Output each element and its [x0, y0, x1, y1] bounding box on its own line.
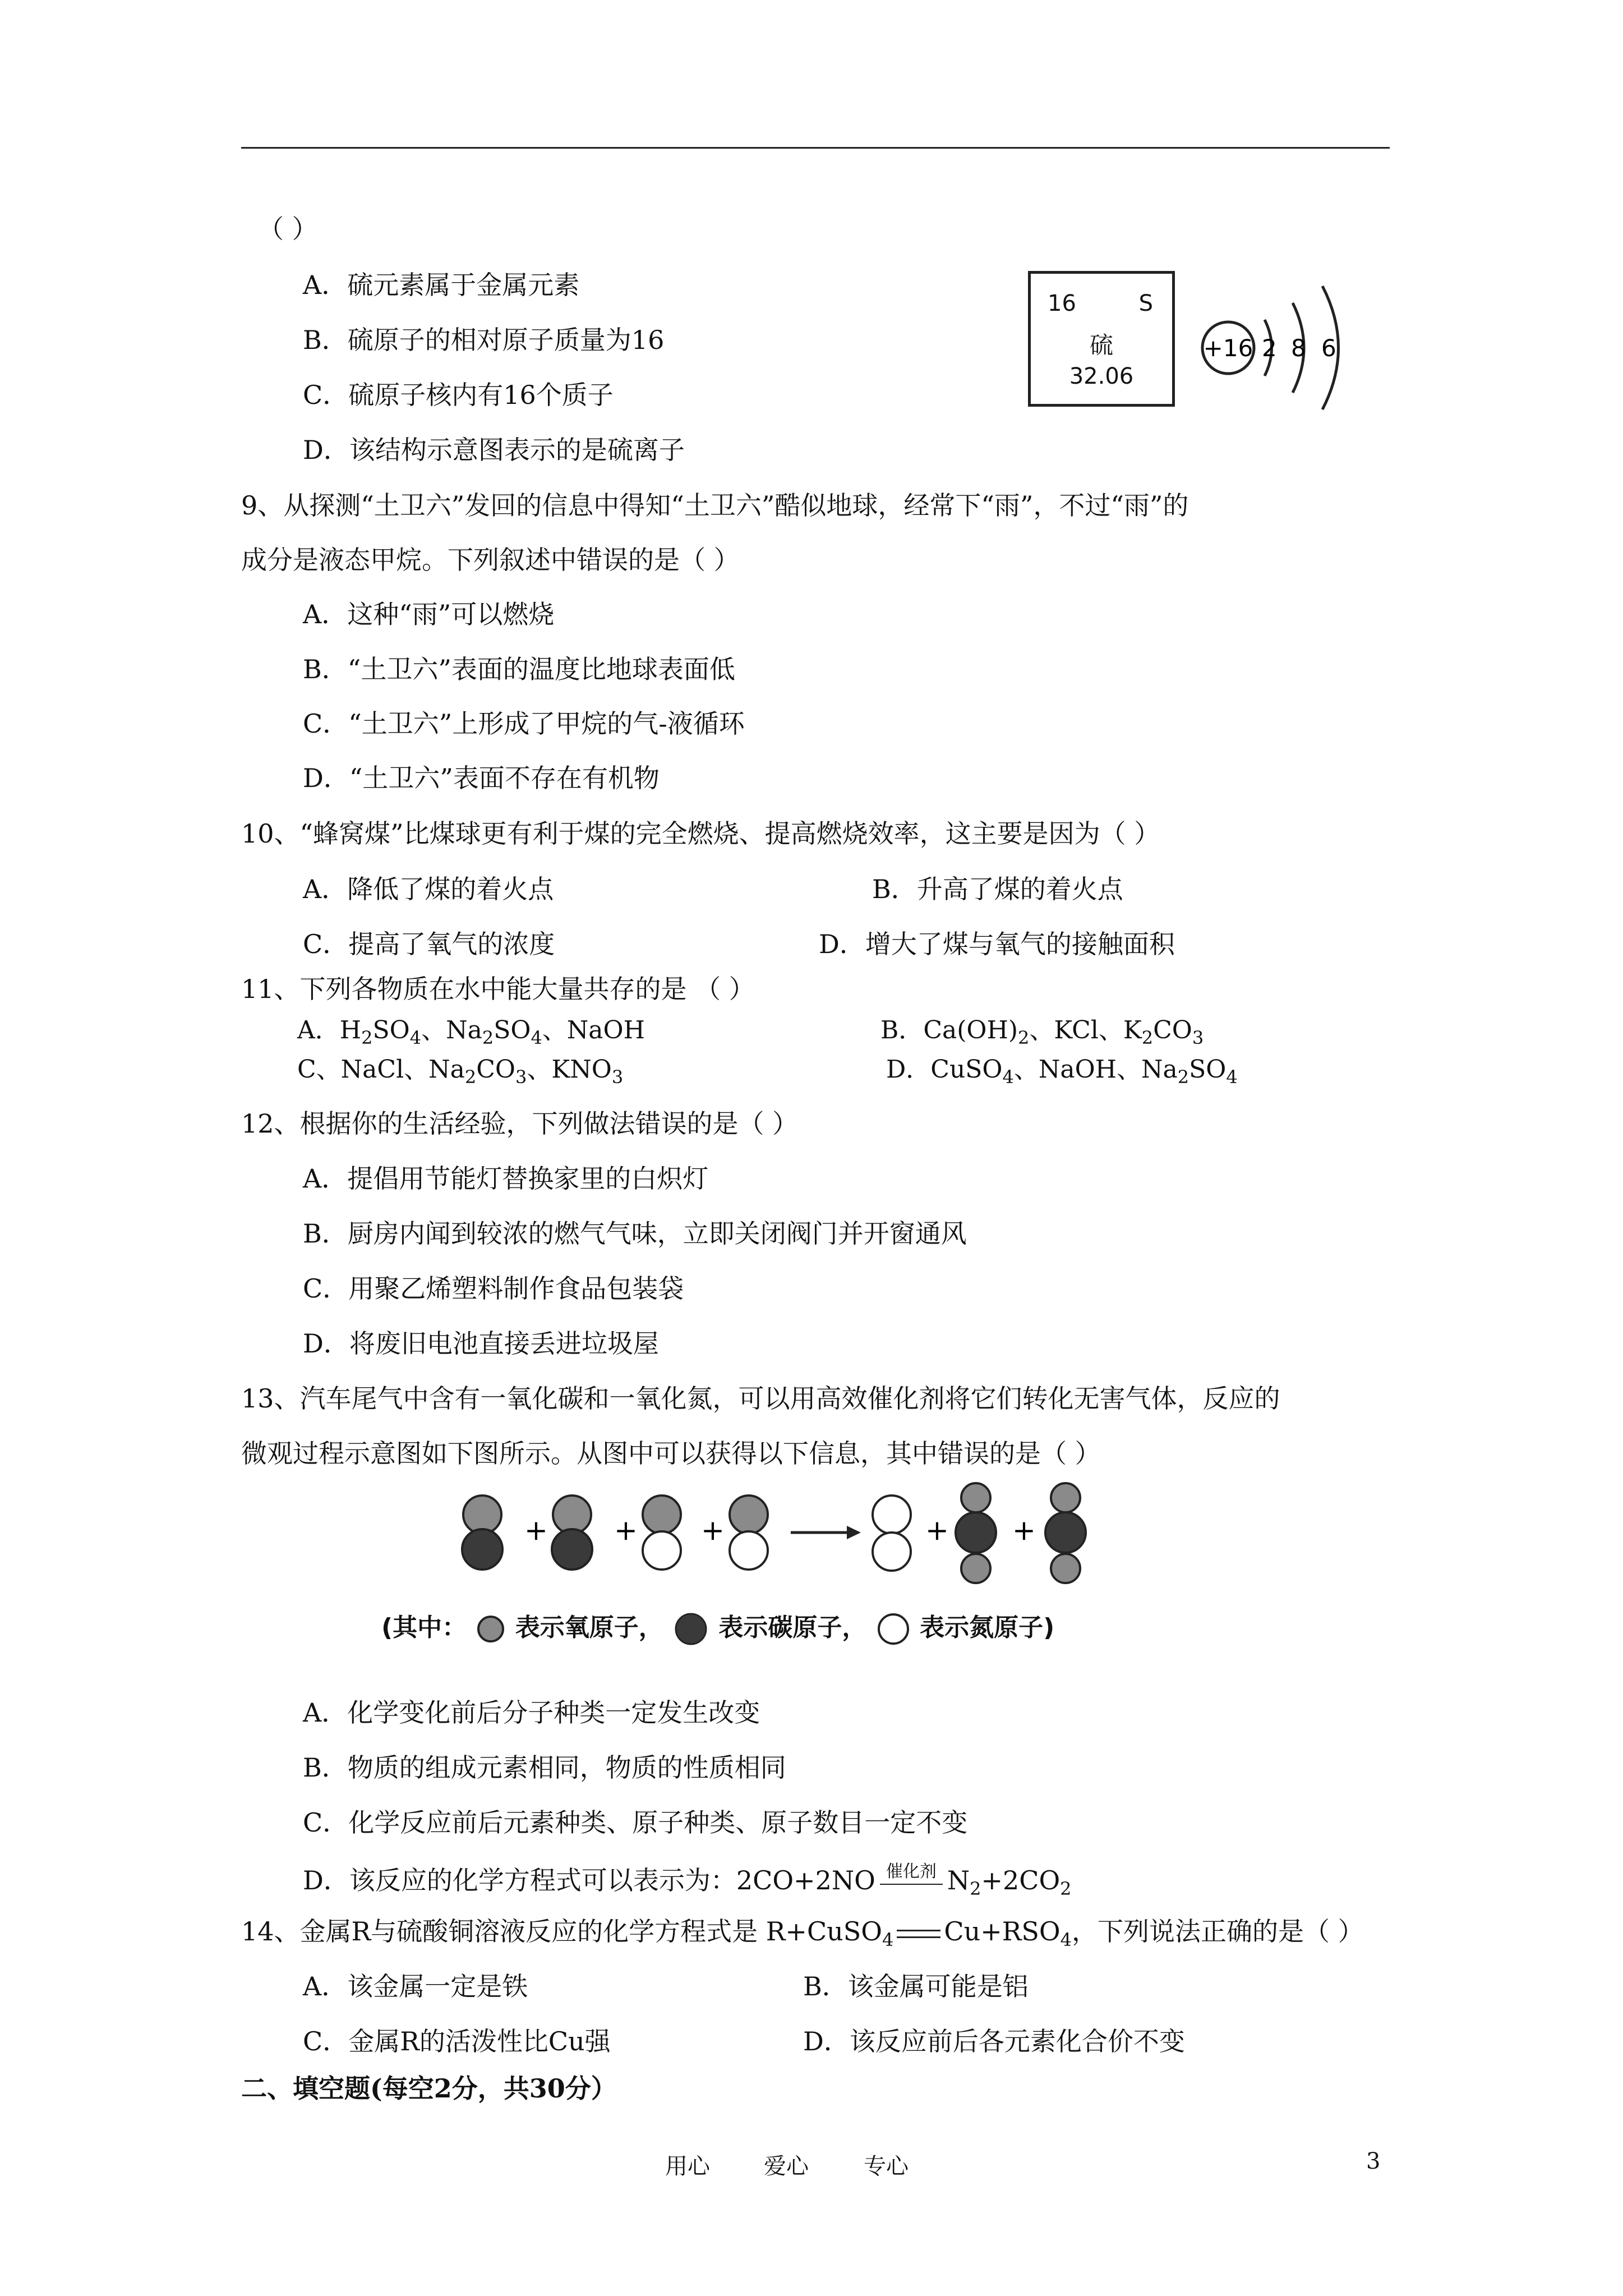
q12-option-a: A．提倡用节能灯替换家里的白炽灯 — [303, 1163, 709, 1194]
reactant-molecule-co-1 — [462, 1496, 502, 1570]
oxygen-legend-icon — [475, 1615, 506, 1643]
q10-option-b: B．升高了煤的着火点 — [872, 874, 1123, 904]
oxygen-atom — [463, 1496, 501, 1534]
q9-option-a: A．这种“雨”可以燃烧 — [303, 599, 555, 629]
shell-1-electrons: 2 — [1262, 334, 1277, 362]
oxygen-atom — [643, 1496, 681, 1534]
q8-option-b: B．硫原子的相对原子质量为16 — [303, 325, 665, 355]
reactant-molecule-co-2 — [552, 1496, 592, 1570]
q10-option-a: A．降低了煤的着火点 — [303, 874, 554, 904]
carbon-atom — [1045, 1512, 1086, 1553]
q9-option-c: C．“土卫六”上形成了甲烷的气-液循环 — [303, 708, 745, 739]
q13-option-c: C．化学反应前后元素种类、原子种类、原子数目一定不变 — [303, 1807, 968, 1838]
plus-sign: + — [1012, 1514, 1036, 1547]
page-number: 3 — [1366, 2148, 1381, 2174]
oxygen-atom — [553, 1496, 591, 1534]
q14-option-a: A．该金属一定是铁 — [303, 1971, 528, 2001]
q10-option-c: C．提高了氧气的浓度 — [303, 929, 555, 959]
q8-option-a: A．硫元素属于金属元素 — [303, 270, 580, 300]
atomic-mass: 32.06 — [1069, 364, 1134, 389]
q8-option-c: C．硫原子核内有16个质子 — [303, 380, 614, 410]
q13-option-b: B．物质的组成元素相同，物质的性质相同 — [303, 1752, 786, 1783]
q14-option-c: C．金属R的活泼性比Cu强 — [303, 2026, 611, 2056]
sulfur-atom-structure-diagram — [1195, 264, 1385, 432]
q12-stem: 12、根据你的生活经验，下列做法错误的是（ ） — [241, 1108, 799, 1139]
q13-option-d: D．该反应的化学方程式可以表示为：2CO+2NO 催化剂 $N_2+2CO_2$ — [303, 1862, 1072, 1899]
reactant-molecule-no-2 — [730, 1496, 768, 1570]
q13-stem-line1: 13、汽车尾气中含有一氧化碳和一氧化氮，可以用高效催化剂将它们转化无害气体，反应的 — [241, 1383, 1280, 1414]
equals-sign — [893, 1921, 944, 1947]
catalyst-condition: 催化剂 — [878, 1864, 945, 1880]
oxygen-atom — [730, 1496, 768, 1534]
sulfur-element-card — [1028, 271, 1175, 407]
oxygen-atom — [1051, 1483, 1080, 1512]
product-molecule-co2-1 — [956, 1483, 996, 1583]
legend-carbon: 表示碳原子， — [718, 1613, 867, 1642]
section-heading-fill-in: 二、填空题(每空2分，共30分） — [241, 2073, 617, 2104]
q14-option-d: D．该反应前后各元素化合价不变 — [803, 2026, 1185, 2056]
element-name: 硫 — [1089, 332, 1113, 359]
q11-option-b: B．$Ca(OH)_2$、KCl、$K_2CO_3$ — [880, 1016, 1204, 1048]
nucleus-charge: +16 — [1203, 334, 1253, 362]
plus-sign: + — [524, 1514, 548, 1547]
reactant-molecule-no-1 — [643, 1496, 681, 1570]
element-symbol: S — [1138, 291, 1153, 316]
reaction-arrow — [791, 1526, 861, 1539]
footer-motto-3: 专心 — [864, 2154, 909, 2179]
product-molecule-co2-2 — [1045, 1483, 1086, 1583]
q14-stem: 14、金属R与硫酸铜溶液反应的化学方程式是 R+CuSO$_4$ $Cu+RSO_4$，下列说法正确的是（ ） — [241, 1916, 1364, 1950]
nitrogen-legend-icon — [875, 1613, 911, 1645]
q12-option-c: C．用聚乙烯塑料制作食品包装袋 — [303, 1273, 684, 1304]
q9-option-d: D．“土卫六”表面不存在有机物 — [303, 763, 660, 793]
q13-option-a: A．化学变化前后分子种类一定发生改变 — [303, 1697, 760, 1728]
q14-option-b: B．该金属可能是铝 — [803, 1971, 1029, 2001]
nitrogen-atom — [873, 1533, 911, 1571]
oxygen-atom — [961, 1483, 990, 1512]
carbon-atom — [462, 1529, 502, 1570]
q8-paren: （ ） — [258, 214, 318, 244]
footer-motto-2: 爱心 — [764, 2154, 809, 2179]
q11-option-a: A．$H_2SO_4$、$Na_2SO_4$、NaOH — [297, 1016, 645, 1048]
q13-stem-line2: 微观过程示意图如下图所示。从图中可以获得以下信息，其中错误的是（ ） — [241, 1438, 1101, 1469]
atomic-number: 16 — [1048, 291, 1076, 316]
oxygen-atom — [1051, 1554, 1080, 1583]
legend-oxygen: 表示氧原子， — [515, 1613, 663, 1642]
shell-2-electrons: 8 — [1291, 334, 1306, 362]
q9-stem-line2: 成分是液态甲烷。下列叙述中错误的是（ ） — [241, 545, 740, 575]
diagram-legend — [381, 1607, 1054, 1645]
shell-3-electrons: 6 — [1321, 334, 1336, 362]
product-molecule-n2 — [873, 1496, 911, 1571]
plus-sign: + — [701, 1514, 725, 1547]
oxygen-atom — [961, 1554, 990, 1583]
carbon-atom — [956, 1512, 996, 1553]
nitrogen-atom — [873, 1496, 911, 1534]
q11-stem: 11、下列各物质在水中能大量共存的是 （ ） — [241, 974, 755, 1004]
nitrogen-atom — [643, 1531, 681, 1570]
q12-option-b: B．厨房内闻到较浓的燃气气味，立即关闭阀门并开窗通风 — [303, 1218, 967, 1249]
legend-prefix: (其中： — [381, 1613, 467, 1642]
q9-option-b: B．“土卫六”表面的温度比地球表面低 — [303, 654, 735, 684]
plus-sign: + — [614, 1514, 638, 1547]
nitrogen-atom — [730, 1531, 768, 1570]
plus-sign: + — [925, 1514, 949, 1547]
legend-nitrogen: 表示氮原子) — [920, 1613, 1055, 1642]
q10-option-d: D．增大了煤与氧气的接触面积 — [819, 929, 1175, 959]
reaction-micro-diagram — [437, 1481, 1133, 1593]
q11-option-c: C、NaCl、$Na_2CO_3$、$KNO_3$ — [297, 1055, 624, 1088]
carbon-atom — [552, 1529, 592, 1570]
carbon-legend-icon — [672, 1613, 710, 1645]
q11-option-d: D．CuSO$_4$、NaOH、$Na_2SO_4$ — [886, 1055, 1238, 1088]
q8-option-d: D．该结构示意图表示的是硫离子 — [303, 435, 685, 465]
q9-stem-line1: 9、从探测“土卫六”发回的信息中得知“土卫六”酷似地球，经常下“雨”，不过“雨”的 — [241, 490, 1189, 521]
footer-motto-1: 用心 — [665, 2154, 710, 2179]
q12-option-d: D．将废旧电池直接丢进垃圾屋 — [303, 1328, 659, 1359]
header-rule — [241, 147, 1390, 149]
q10-stem: 10、“蜂窝煤”比煤球更有利于煤的完全燃烧、提高燃烧效率，这主要是因为（ ） — [241, 818, 1160, 849]
